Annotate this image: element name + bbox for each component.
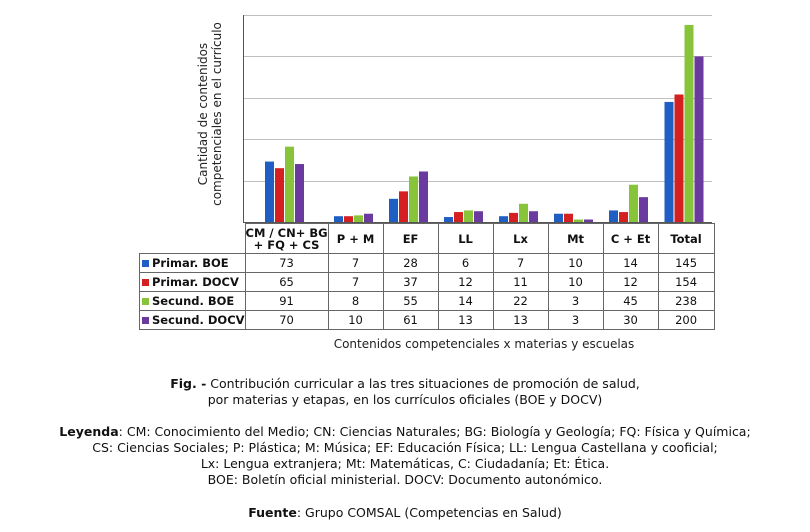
- data-cell: 91: [245, 292, 328, 311]
- bar: [564, 214, 573, 222]
- data-cell: 65: [245, 273, 328, 292]
- table-header-row: [140, 224, 715, 254]
- bar: [675, 94, 684, 222]
- bar: [499, 216, 508, 222]
- fig-line-1: Contribución curricular a las tres situaciones de promoción de salud,: [210, 376, 640, 391]
- source-label: Fuente: [248, 505, 297, 520]
- source-caption: [0, 505, 810, 521]
- data-cell: 7: [328, 273, 383, 292]
- legend-swatch: [142, 260, 149, 267]
- data-cell: 6: [438, 254, 493, 273]
- figure-caption: [0, 376, 810, 408]
- data-cell: 61: [383, 311, 438, 330]
- legend-line-1: : CM: Conocimiento del Medio; CN: Ciencias Naturales; BG: Biología y Geología; FQ: Física y Química;: [118, 424, 751, 439]
- data-cell: 10: [328, 311, 383, 330]
- data-cell: 13: [438, 311, 493, 330]
- data-cell: 73: [245, 254, 328, 273]
- y-axis-label-text: Cantidad de contenidos competenciales en el currículo: [196, 22, 224, 206]
- bar: [285, 147, 294, 222]
- bar: [389, 199, 398, 222]
- bar: [444, 217, 453, 222]
- data-cell: 11: [493, 273, 548, 292]
- category-label: LL: [438, 224, 493, 254]
- data-cell: 13: [493, 311, 548, 330]
- legend-label: Leyenda: [59, 424, 119, 439]
- data-cell: 238: [658, 292, 714, 311]
- fig-line-2: por materias y etapas, en los currículos oficiales (BOE y DOCV): [207, 392, 603, 407]
- category-label: Lx: [493, 224, 548, 254]
- series-label: Secund. BOE: [140, 292, 246, 311]
- legend-swatch: [142, 298, 149, 305]
- x-axis-label: Contenidos competenciales x materias y escuelas: [333, 337, 635, 351]
- legend-caption: [0, 424, 810, 488]
- legend-swatch: [142, 279, 149, 286]
- legend-line-2: CS: Ciencias Sociales; P: Plástica; M: Música; EF: Educación Física; LL: Lengua Castellana y cooficial;: [92, 440, 718, 455]
- data-cell: 154: [658, 273, 714, 292]
- bar: [519, 204, 528, 222]
- data-cell: 70: [245, 311, 328, 330]
- data-cell: 55: [383, 292, 438, 311]
- bar: [509, 213, 518, 222]
- data-cell: 200: [658, 311, 714, 330]
- category-label: C + Et: [603, 224, 658, 254]
- bar: [629, 185, 638, 222]
- bar: [364, 214, 373, 222]
- table-row: [140, 311, 715, 330]
- table-row: [140, 292, 715, 311]
- legend-line-3: Lx: Lengua extranjera; Mt: Matemáticas, C: Ciudadanía; Et: Ética.: [200, 456, 610, 471]
- data-cell: 10: [548, 273, 603, 292]
- data-cell: 145: [658, 254, 714, 273]
- data-cell: 12: [438, 273, 493, 292]
- y-axis-label: [189, 8, 231, 220]
- bar: [409, 176, 418, 222]
- category-label: Mt: [548, 224, 603, 254]
- data-cell: 7: [493, 254, 548, 273]
- data-cell: 28: [383, 254, 438, 273]
- legend-swatch: [142, 317, 149, 324]
- bar: [454, 212, 463, 222]
- data-cell: 45: [603, 292, 658, 311]
- bar: [295, 164, 304, 222]
- bar: [399, 191, 408, 222]
- data-cell: 3: [548, 292, 603, 311]
- table-row: [140, 273, 715, 292]
- legend-line-4: BOE: Boletín oficial ministerial. DOCV: Documento autonómico.: [207, 472, 603, 487]
- bar: [354, 215, 363, 222]
- bar: [265, 162, 274, 222]
- table-corner: [140, 224, 246, 254]
- bar: [574, 220, 583, 222]
- category-label: Total: [658, 224, 714, 254]
- fig-label: Fig. -: [170, 376, 207, 391]
- series-label: Secund. DOCV: [140, 311, 246, 330]
- category-label: CM / CN+ BG + FQ + CS: [245, 225, 328, 252]
- series-label: Primar. DOCV: [140, 273, 246, 292]
- bar: [584, 220, 593, 222]
- data-cell: 12: [603, 273, 658, 292]
- data-cell: 10: [548, 254, 603, 273]
- bar: [464, 210, 473, 222]
- category-label: P + M: [328, 224, 383, 254]
- data-cell: 3: [548, 311, 603, 330]
- bar: [695, 56, 704, 222]
- data-cell: 14: [603, 254, 658, 273]
- bar: [609, 210, 618, 222]
- table-row: [140, 254, 715, 273]
- series-label: Primar. BOE: [140, 254, 246, 273]
- bar: [685, 25, 694, 222]
- data-cell: 14: [438, 292, 493, 311]
- bar: [619, 212, 628, 222]
- data-cell: 8: [328, 292, 383, 311]
- data-cell: 37: [383, 273, 438, 292]
- data-table: [139, 223, 715, 330]
- bar: [474, 211, 483, 222]
- bar: [554, 214, 563, 222]
- bar: [665, 102, 674, 222]
- category-label: EF: [383, 224, 438, 254]
- bar: [639, 197, 648, 222]
- source-text: : Grupo COMSAL (Competencias en Salud): [296, 505, 562, 520]
- bar: [334, 216, 343, 222]
- bar: [275, 168, 284, 222]
- data-cell: 22: [493, 292, 548, 311]
- data-cell: 30: [603, 311, 658, 330]
- bar: [419, 171, 428, 222]
- data-cell: 7: [328, 254, 383, 273]
- bar: [529, 211, 538, 222]
- bar: [344, 216, 353, 222]
